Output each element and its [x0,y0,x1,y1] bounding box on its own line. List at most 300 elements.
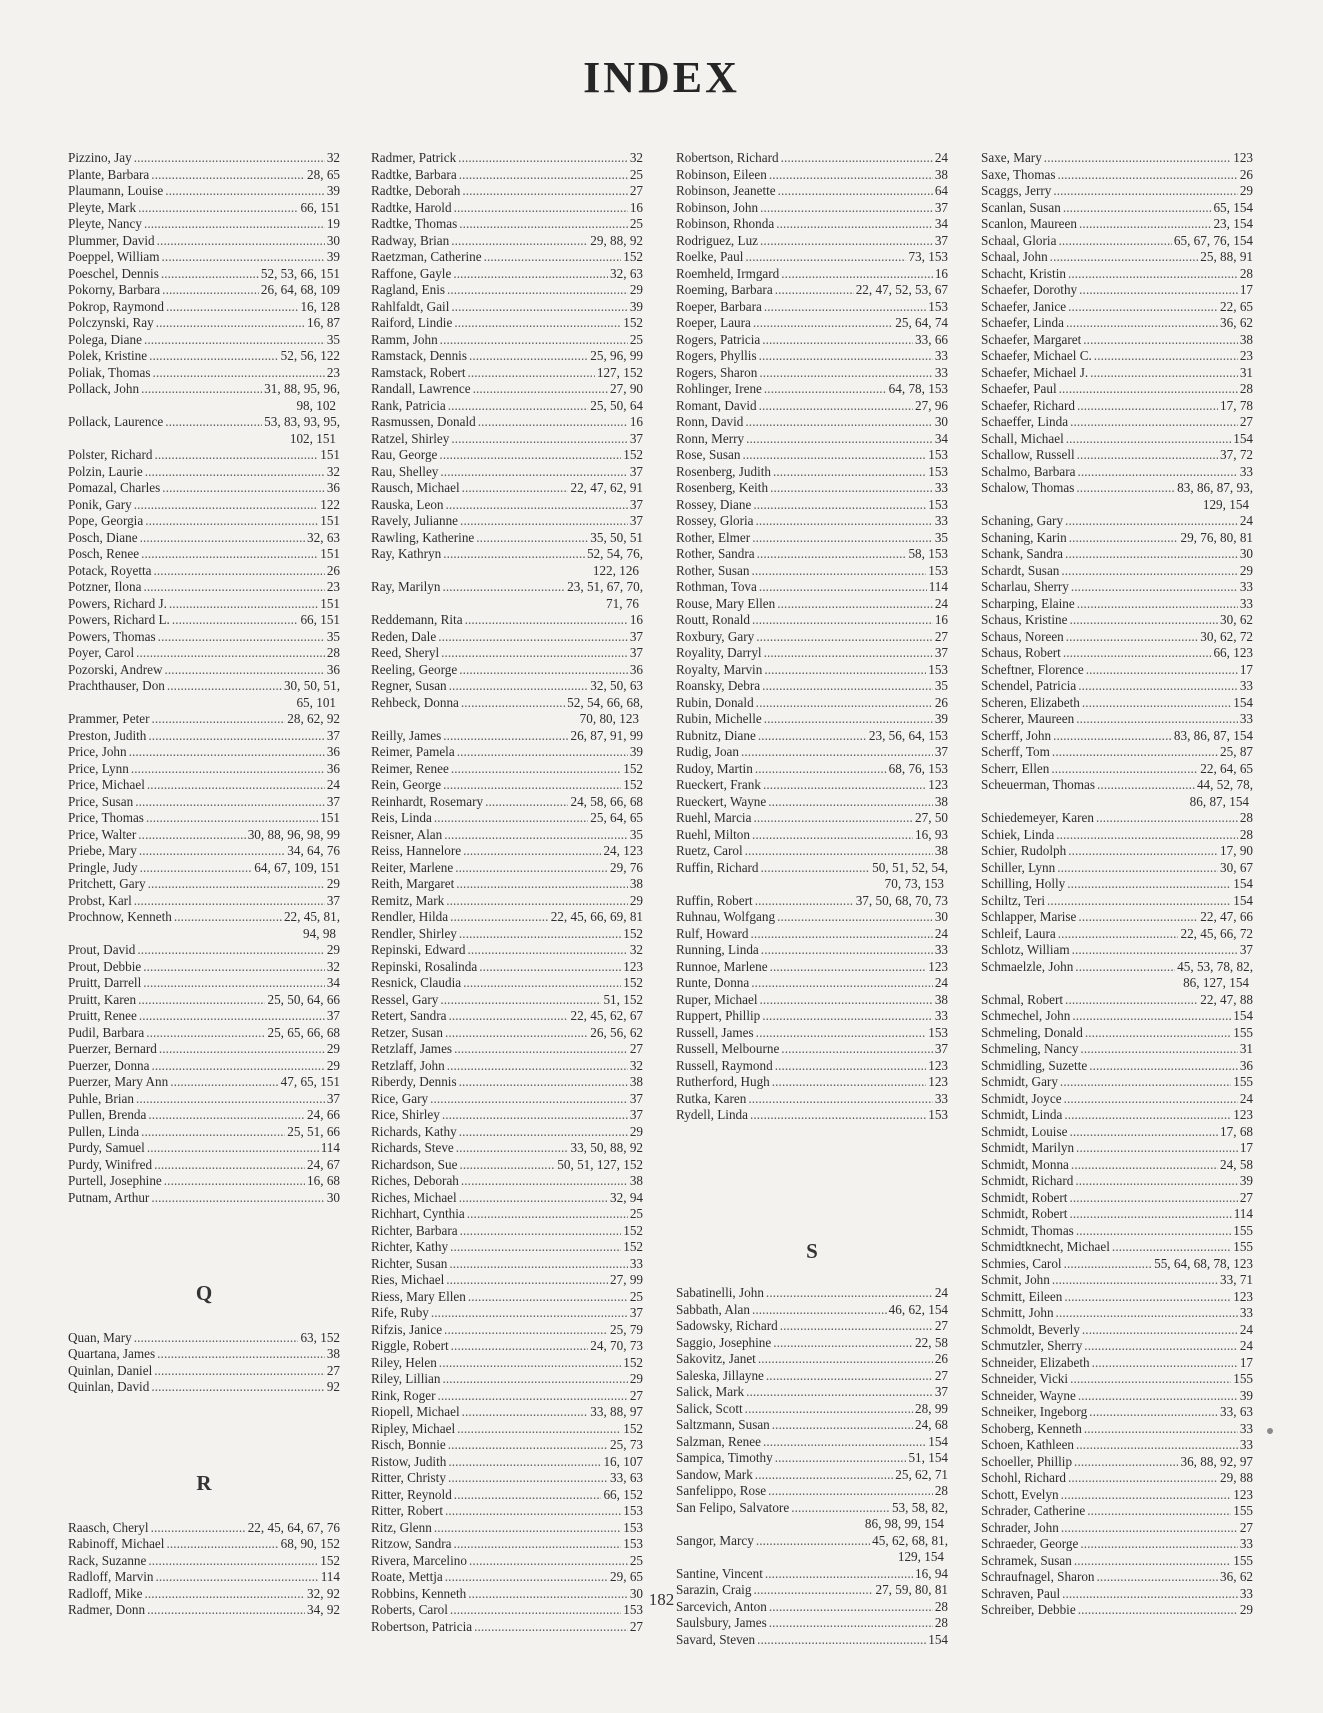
entry-name: Radtke, Harold [371,199,452,215]
index-entry [371,678,643,694]
leader-dots [148,1107,305,1123]
leader-dots [755,893,854,909]
entry-name: Rogers, Phyllis [676,348,757,363]
index-entry [676,942,948,958]
index-entry [68,1379,340,1395]
index-entry [981,678,1253,694]
entry-name: Roberts, Carol [371,1602,448,1617]
entry-name: Schmal, Robert [981,991,1064,1007]
index-entry [676,678,948,694]
index-entry [68,843,340,859]
section-heading: R [196,1470,212,1495]
leader-dots [1065,513,1238,529]
leader-dots [151,1190,324,1206]
entry-pages: 154 [1233,694,1253,710]
leader-dots [1053,183,1237,199]
leader-dots [159,1041,325,1057]
entry-name: Pope, Georgia [68,513,144,528]
entry-name: Royality, Darryl [676,645,762,660]
entry-name: Prout, David [68,942,136,957]
index-entry [676,629,948,645]
entry-pages: 17, 68 [1220,1123,1253,1139]
leader-dots [149,348,279,364]
entry-pages: 37 [934,645,948,660]
leader-dots [1066,431,1231,447]
leader-dots [1080,1536,1237,1552]
entry-pages: 25, 79 [610,1321,643,1337]
entry-pages: 33, 50, 88, 92 [570,1140,643,1155]
entry-pages: 123 [928,777,948,792]
entry-pages: 36 [326,661,340,677]
leader-dots [469,1553,628,1569]
entry-pages: 114 [320,1569,340,1585]
entry-name: Ruehl, Milton [676,826,750,842]
entry-pages: 29 [1239,562,1253,578]
index-entry [68,744,340,760]
entry-pages: 123 [623,958,643,974]
entry-name: Richter, Barbara [371,1222,458,1238]
entry-name: Schmidt, Linda [981,1107,1063,1122]
entry-pages: 32, 63 [307,529,340,545]
leader-dots [143,959,325,975]
index-entry [981,645,1253,661]
entry-pages: 36 [629,661,643,677]
leader-dots [459,926,621,942]
leader-dots [759,579,927,595]
entry-name: Russell, Raymond [676,1057,773,1073]
entry-name: Saltzmann, Susan [676,1417,770,1433]
entry-pages: 26 [326,562,340,578]
index-entry [371,959,643,975]
entry-pages-continued: 94, 98 [303,925,336,941]
entry-name: Schmidt, Thomas [981,1222,1074,1238]
entry-name: Salick, Scott [676,1400,743,1416]
leader-dots [780,1318,933,1334]
entry-pages: 26 [1239,166,1253,182]
leader-dots [756,629,933,645]
leader-dots [766,1368,933,1384]
entry-pages: 37 [629,1107,643,1122]
leader-dots [760,233,933,249]
entry-pages: 51, 152 [603,991,643,1007]
leader-dots [1084,1421,1238,1437]
entry-pages: 23, 56, 64, 153 [868,727,948,743]
leader-dots [766,1285,933,1301]
index-entry [371,1107,643,1123]
index-entry [371,629,643,645]
index-entry [676,794,948,810]
entry-pages: 37 [629,430,643,446]
leader-dots [140,860,253,876]
index-entry [68,1330,340,1346]
index-entry [68,645,340,661]
index-entry [371,926,643,942]
leader-dots [1075,959,1175,975]
entry-pages: 55, 64, 68, 78, 123 [1154,1255,1253,1271]
index-entry [676,1091,948,1107]
entry-pages: 16 [934,612,948,627]
entry-name: Schott, Evelyn [981,1486,1059,1502]
section-spacer [68,1206,340,1286]
leader-dots [172,612,299,628]
entry-name: Schaus, Kristine [981,612,1068,627]
leader-dots [468,942,628,958]
index-entry [676,860,948,876]
leader-dots [141,546,318,562]
entry-pages: 22, 45, 81, [283,909,340,924]
entry-pages: 31, 88, 95, 96, [264,381,340,396]
index-entry [981,876,1253,892]
entry-name: Schmeling, Donald [981,1024,1083,1040]
entry-name: Schacht, Kristin [981,265,1066,281]
entry-pages-continued: 70, 73, 153 [884,876,944,891]
leader-dots [741,744,933,760]
entry-pages: 27, 90 [610,381,643,396]
index-entry [371,1569,643,1585]
leader-dots [152,711,286,727]
entry-name: Roeper, Barbara [676,298,762,314]
index-entry [68,678,340,694]
leader-dots [1060,1074,1231,1090]
leader-dots [759,365,932,381]
leader-dots [1074,1454,1178,1470]
entry-name: Schaal, John [981,249,1048,264]
index-entry [371,249,643,265]
leader-dots [1089,1058,1238,1074]
index-entry [981,959,1253,975]
entry-pages: 29 [326,876,340,891]
leader-dots [1066,629,1198,645]
leader-dots [166,299,298,315]
entry-pages: 39 [1239,1387,1253,1403]
entry-name: Probst, Karl [68,892,132,908]
entry-name: Quinlan, David [68,1379,150,1395]
entry-name: Schneiker, Ingeborg [981,1404,1088,1419]
index-entry [371,183,643,199]
entry-name: Rau, Shelley [371,463,439,479]
entry-pages: 33, 63 [610,1470,643,1485]
entry-pages: 38 [934,166,948,182]
entry-name: Radtke, Deborah [371,183,461,198]
entry-pages: 154 [928,1631,948,1647]
leader-dots [764,711,933,727]
entry-name: Schaefer, Janice [981,298,1067,314]
leader-dots [474,1619,628,1635]
index-entry [68,563,340,579]
index-entry [981,1140,1253,1156]
index-entry [981,381,1253,397]
leader-dots [1077,447,1218,463]
leader-dots [764,299,926,315]
leader-dots [170,1074,278,1090]
entry-pages: 151 [320,810,340,825]
entry-pages: 28 [934,1598,948,1614]
index-entry [371,497,643,513]
entry-pages: 33 [934,364,948,380]
leader-dots [137,942,324,958]
entry-name: Schneider, Wayne [981,1387,1076,1403]
index-entry [676,827,948,843]
index-entry [676,1401,948,1417]
leader-dots [454,200,628,216]
entry-pages: 28, 62, 92 [287,711,340,726]
index-entry [981,1355,1253,1371]
entry-name: Richards, Kathy [371,1123,457,1139]
leader-dots [165,414,262,430]
index-entry [68,497,340,513]
entry-pages: 153 [928,447,948,462]
entry-pages: 36 [326,480,340,495]
entry-name: Puerzer, Mary Ann [68,1074,169,1089]
entry-pages: 25, 64, 65 [590,810,643,825]
entry-name: Schreiber, Debbie [981,1602,1076,1617]
entry-pages: 24, 58 [1220,1156,1253,1172]
entry-pages: 152 [623,760,643,776]
entry-pages: 46, 62, 154 [888,1301,948,1317]
leader-dots [1068,1470,1218,1486]
entry-name: Quinlan, Daniel [68,1362,153,1378]
entry-pages: 29, 76 [610,859,643,875]
entry-pages: 29, 65 [610,1569,643,1584]
entry-pages: 38 [629,1074,643,1089]
index-entry [371,860,643,876]
entry-name: Richards, Steve [371,1140,454,1155]
leader-dots [443,777,621,793]
leader-dots [145,464,325,480]
entry-name: Rother, Sandra [676,546,755,561]
index-entry [981,909,1253,925]
leader-dots [456,876,628,892]
leader-dots [751,926,933,942]
entry-name: Scheren, Elizabeth [981,694,1080,710]
leader-dots [1082,695,1231,711]
leader-dots [154,447,318,463]
index-entry [981,150,1253,166]
entry-name: Schaus, Noreen [981,628,1064,644]
leader-dots [761,860,871,876]
entry-pages: 25, 50, 64 [590,397,643,413]
index-entry [68,1569,340,1585]
index-entry [68,1107,340,1123]
entry-pages: 39 [326,183,340,198]
entry-pages: 23 [326,364,340,380]
leader-dots [147,777,325,793]
leader-dots [169,596,318,612]
index-column-1 [68,150,340,1619]
entry-name: Schaus, Robert [981,645,1061,660]
entry-name: Pozorski, Andrew [68,661,163,677]
entry-pages: 33 [934,1008,948,1023]
entry-name: Schmitt, John [981,1305,1054,1320]
index-entry [371,546,643,562]
leader-dots [451,233,588,249]
leader-dots [752,827,913,843]
entry-name: Schiller, Lynn [981,859,1056,875]
entry-name: Schardt, Susan [981,562,1060,578]
leader-dots [756,513,933,529]
leader-dots [162,282,259,298]
entry-pages: 24, 66 [307,1107,340,1122]
leader-dots [1069,612,1218,628]
index-entry [371,530,643,546]
index-entry [371,464,643,480]
index-entry [676,777,948,793]
index-entry [68,546,340,562]
leader-dots [772,1417,913,1433]
entry-name: Reiter, Marlene [371,859,454,875]
index-entry [371,1140,643,1156]
entry-pages: 44, 52, 78, [1196,777,1253,792]
section-heading: Q [195,1281,213,1305]
entry-pages: 122 [320,496,340,512]
leader-dots [764,381,887,397]
entry-name: Pullen, Brenda [68,1107,147,1122]
entry-pages: 30, 62 [1220,612,1253,627]
entry-pages: 38 [934,793,948,809]
leader-dots [1076,480,1175,496]
entry-name: Schmechel, John [981,1008,1071,1023]
leader-dots [755,1467,893,1483]
leader-dots [443,728,568,744]
entry-pages: 64, 78, 153 [888,381,948,396]
entry-name: Schank, Sandra [981,546,1064,561]
index-entry [371,299,643,315]
index-entry [676,975,948,991]
entry-name: Rosenberg, Judith [676,463,771,479]
index-entry [68,612,340,628]
index-column-4 [981,150,1253,1619]
leader-dots [462,480,569,496]
leader-dots [1082,1322,1238,1338]
index-entry [676,365,948,381]
entry-pages: 33, 66 [915,331,948,347]
leader-dots [1074,1553,1231,1569]
leader-dots [162,249,325,265]
index-entry [981,249,1253,265]
leader-dots [438,629,628,645]
leader-dots [455,860,608,876]
entry-pages: 28, 65 [307,166,340,182]
entry-name: Poyer, Carol [68,645,135,660]
entry-pages: 64 [934,183,948,198]
entry-pages: 38 [629,1173,643,1188]
leader-dots [750,1107,926,1123]
entry-pages: 27 [326,1362,340,1378]
entry-pages: 17, 78 [1220,397,1253,413]
index-entry [371,1503,643,1519]
entry-name: Schmaelzle, John [981,958,1074,974]
index-entry [68,662,340,678]
index-entry [981,216,1253,232]
index-entry [371,728,643,744]
entry-pages: 36 [326,744,340,759]
index-entry [371,1388,643,1404]
leader-dots [1068,299,1218,315]
leader-dots [1044,150,1231,166]
index-entry [371,1124,643,1140]
index-entry [676,315,948,331]
leader-dots [756,695,933,711]
entry-pages: 47, 65, 151 [280,1074,340,1089]
leader-dots [756,1025,927,1041]
entry-name: Powers, Richard J. [68,595,167,611]
entry-pages-continued: 98, 102 [296,397,336,413]
entry-pages: 25, 51, 66 [287,1123,340,1139]
entry-name: Sarcevich, Anton [676,1598,767,1614]
entry-name: Schaefer, Michael J. [981,364,1089,380]
entry-name: Schmidtknecht, Michael [981,1239,1110,1254]
leader-dots [751,975,933,991]
leader-dots [1064,1256,1153,1272]
leader-dots [1056,827,1238,843]
index-entry [981,1520,1253,1536]
entry-pages: 16, 94 [915,1565,948,1581]
leader-dots [454,1487,602,1503]
leader-dots [1063,645,1212,661]
entry-pages: 23, 154 [1213,216,1253,231]
index-entry [676,926,948,942]
section-spacer [68,1396,340,1476]
index-entry [676,299,948,315]
entry-name: Rothman, Tova [676,579,757,594]
entry-pages: 33 [1239,579,1253,594]
index-entry [981,348,1253,364]
entry-name: Purtell, Josephine [68,1173,162,1188]
entry-name: Price, John [68,744,127,759]
entry-name: Ritter, Christy [371,1470,446,1485]
index-entry [676,447,948,463]
leader-dots [453,1536,621,1552]
index-entry [981,761,1253,777]
entry-name: Rogers, Sharon [676,364,758,380]
leader-dots [748,1091,933,1107]
leader-dots [1089,1404,1218,1420]
leader-dots [763,1434,926,1450]
entry-name: Preston, Judith [68,727,147,743]
entry-name: Reis, Linda [371,810,432,825]
leader-dots [1051,761,1198,777]
entry-name: Price, Susan [68,793,134,809]
leader-dots [140,530,305,546]
index-entry [68,1157,340,1173]
entry-name: Polek, Kristine [68,348,148,363]
leader-dots [775,282,854,298]
index-entry [981,563,1253,579]
entry-pages: 30 [934,909,948,924]
entry-name: Retzer, Susan [371,1024,443,1040]
leader-dots [461,695,565,711]
entry-name: Sarazin, Craig [676,1582,752,1598]
entry-pages: 152 [623,315,643,330]
index-entry [371,827,643,843]
entry-name: Polster, Richard [68,447,153,462]
entry-name: Scaggs, Jerry [981,183,1052,198]
entry-name: Radloff, Mike [68,1585,143,1601]
entry-name: Schraeder, George [981,1536,1079,1551]
entry-name: Posch, Diane [68,529,138,545]
entry-pages: 16, 93 [915,826,948,842]
entry-name: Schmidt, Richard [981,1173,1074,1188]
leader-dots [1047,893,1231,909]
entry-name: Schmidt, Louise [981,1123,1068,1139]
entry-pages: 38 [629,876,643,891]
entry-pages-continued: 122, 126 [592,562,639,578]
entry-name: Schmidling, Suzette [981,1057,1088,1073]
index-entry [981,1190,1253,1206]
page-number: 182 [648,1590,675,1609]
leader-dots [1064,1289,1231,1305]
index-entry [68,1025,340,1041]
